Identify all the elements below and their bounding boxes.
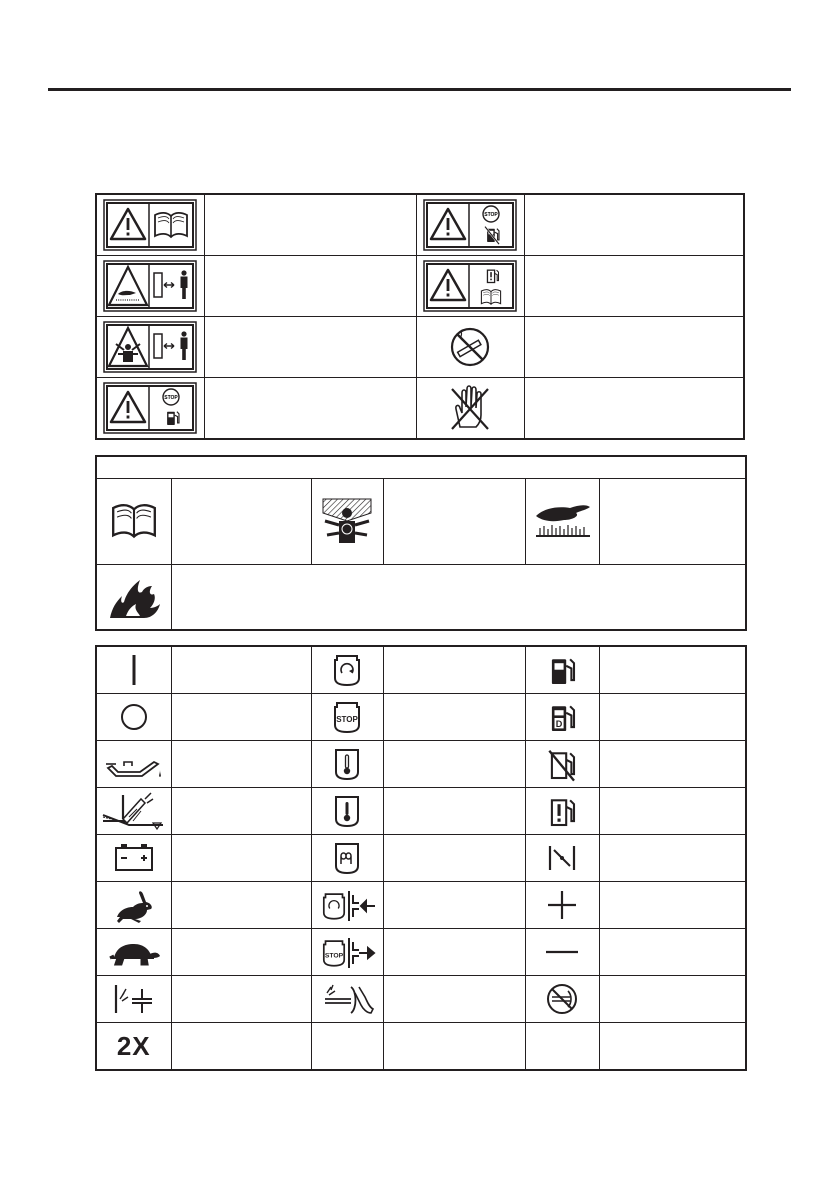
hazard-symbol-text (599, 478, 746, 564)
control-symbol-text (599, 976, 746, 1023)
fuel-warning-icon (525, 788, 599, 835)
control-symbol-text (599, 1023, 746, 1071)
no-hands-icon (416, 378, 524, 440)
off-icon (96, 694, 171, 741)
hazard-symbol-text (383, 478, 525, 564)
hazard-symbol-text (171, 564, 746, 630)
warning-stop-engine-before-refuel-decal-icon (416, 194, 524, 256)
fast-rabbit-icon (96, 882, 171, 929)
safety-labels-table (95, 193, 745, 440)
control-symbol-text (171, 741, 311, 788)
warning-stop-engine-fuel-decal-icon (96, 378, 204, 440)
safety-label-text (204, 194, 416, 256)
hazard-symbol-text (171, 478, 311, 564)
fuel-icon (525, 646, 599, 694)
table-header-row (96, 456, 746, 478)
table-row (96, 317, 744, 378)
svg-text:STOP: STOP (484, 212, 498, 218)
fire-hazard-icon (96, 564, 171, 630)
oil-level-dipstick-icon (96, 788, 171, 835)
control-symbol-text (171, 882, 311, 929)
slow-turtle-icon (96, 929, 171, 976)
diesel-fuel-icon (525, 694, 599, 741)
table-row (96, 194, 744, 256)
engine-stop-icon (311, 694, 383, 741)
control-symbol-text (171, 835, 311, 882)
table-row (96, 882, 746, 929)
safety-label-text (204, 256, 416, 317)
hand-cut-blade-icon (525, 478, 599, 564)
control-symbol-text (171, 929, 311, 976)
switch-icon (525, 835, 599, 882)
warning-hand-cut-keep-distance-decal-icon (96, 256, 204, 317)
control-symbol-text (383, 976, 525, 1023)
battery-icon (96, 835, 171, 882)
two-times-label: 2X (116, 1030, 151, 1061)
plus-icon (525, 882, 599, 929)
safety-label-text (524, 256, 744, 317)
control-symbol-text (383, 835, 525, 882)
glow-plug-icon (311, 835, 383, 882)
safety-label-text (524, 378, 744, 440)
header-rule (48, 88, 791, 91)
control-symbol-text (171, 694, 311, 741)
svg-text:STOP: STOP (324, 952, 344, 960)
no-clutch-icon (525, 976, 599, 1023)
empty-icon-cell (525, 1023, 599, 1071)
table-row (96, 694, 746, 741)
control-symbol-text (171, 976, 311, 1023)
safety-label-text (204, 317, 416, 378)
control-symbol-text (171, 788, 311, 835)
control-symbol-text (383, 646, 525, 694)
warning-read-manual-decal-icon (96, 194, 204, 256)
control-symbol-text (383, 694, 525, 741)
clutch-lever-hand-icon (311, 976, 383, 1023)
clutch-disengage-icon (96, 976, 171, 1023)
two-times-icon (96, 1023, 171, 1071)
control-symbol-text (383, 741, 525, 788)
safety-label-text (524, 194, 744, 256)
on-icon (96, 646, 171, 694)
empty-icon-cell (311, 1023, 383, 1071)
engine-stop-push-out-icon (311, 929, 383, 976)
no-smoking-icon (416, 317, 524, 378)
control-symbol-text (599, 646, 746, 694)
hazard-section-header (96, 456, 746, 478)
control-symbol-text (383, 882, 525, 929)
oil-can-icon (96, 741, 171, 788)
svg-text:STOP: STOP (336, 715, 358, 724)
engine-pull-in-icon (311, 882, 383, 929)
read-manual-icon (96, 478, 171, 564)
table-row (96, 788, 746, 835)
warning-fuel-read-manual-decal-icon (416, 256, 524, 317)
table-row (96, 1023, 746, 1071)
engine-start-icon (311, 646, 383, 694)
table-row (96, 929, 746, 976)
engine-temperature-icon (311, 741, 383, 788)
table-row (96, 378, 744, 440)
control-symbol-text (599, 835, 746, 882)
table-row (96, 835, 746, 882)
no-fuel-icon (525, 741, 599, 788)
safety-label-text (524, 317, 744, 378)
control-symbol-text (599, 882, 746, 929)
table-row (96, 478, 746, 564)
hazard-symbols-table (95, 455, 747, 631)
svg-text:STOP: STOP (164, 395, 179, 401)
table-row (96, 646, 746, 694)
table-row (96, 256, 744, 317)
minus-icon (525, 929, 599, 976)
control-symbol-text (599, 694, 746, 741)
control-symbol-text (383, 788, 525, 835)
table-row (96, 741, 746, 788)
control-symbol-text (383, 1023, 525, 1071)
control-symbol-text (599, 929, 746, 976)
control-symbol-text (171, 646, 311, 694)
control-symbol-text (171, 1023, 311, 1071)
thrown-objects-icon (311, 478, 383, 564)
engine-high-temperature-icon (311, 788, 383, 835)
control-symbol-text (383, 929, 525, 976)
warning-thrown-objects-keep-distance-decal-icon (96, 317, 204, 378)
table-row (96, 564, 746, 630)
safety-label-text (204, 378, 416, 440)
control-symbol-text (599, 741, 746, 788)
control-symbol-text (599, 788, 746, 835)
table-row (96, 976, 746, 1023)
control-symbols-table (95, 645, 747, 1071)
svg-text:D: D (555, 719, 563, 730)
